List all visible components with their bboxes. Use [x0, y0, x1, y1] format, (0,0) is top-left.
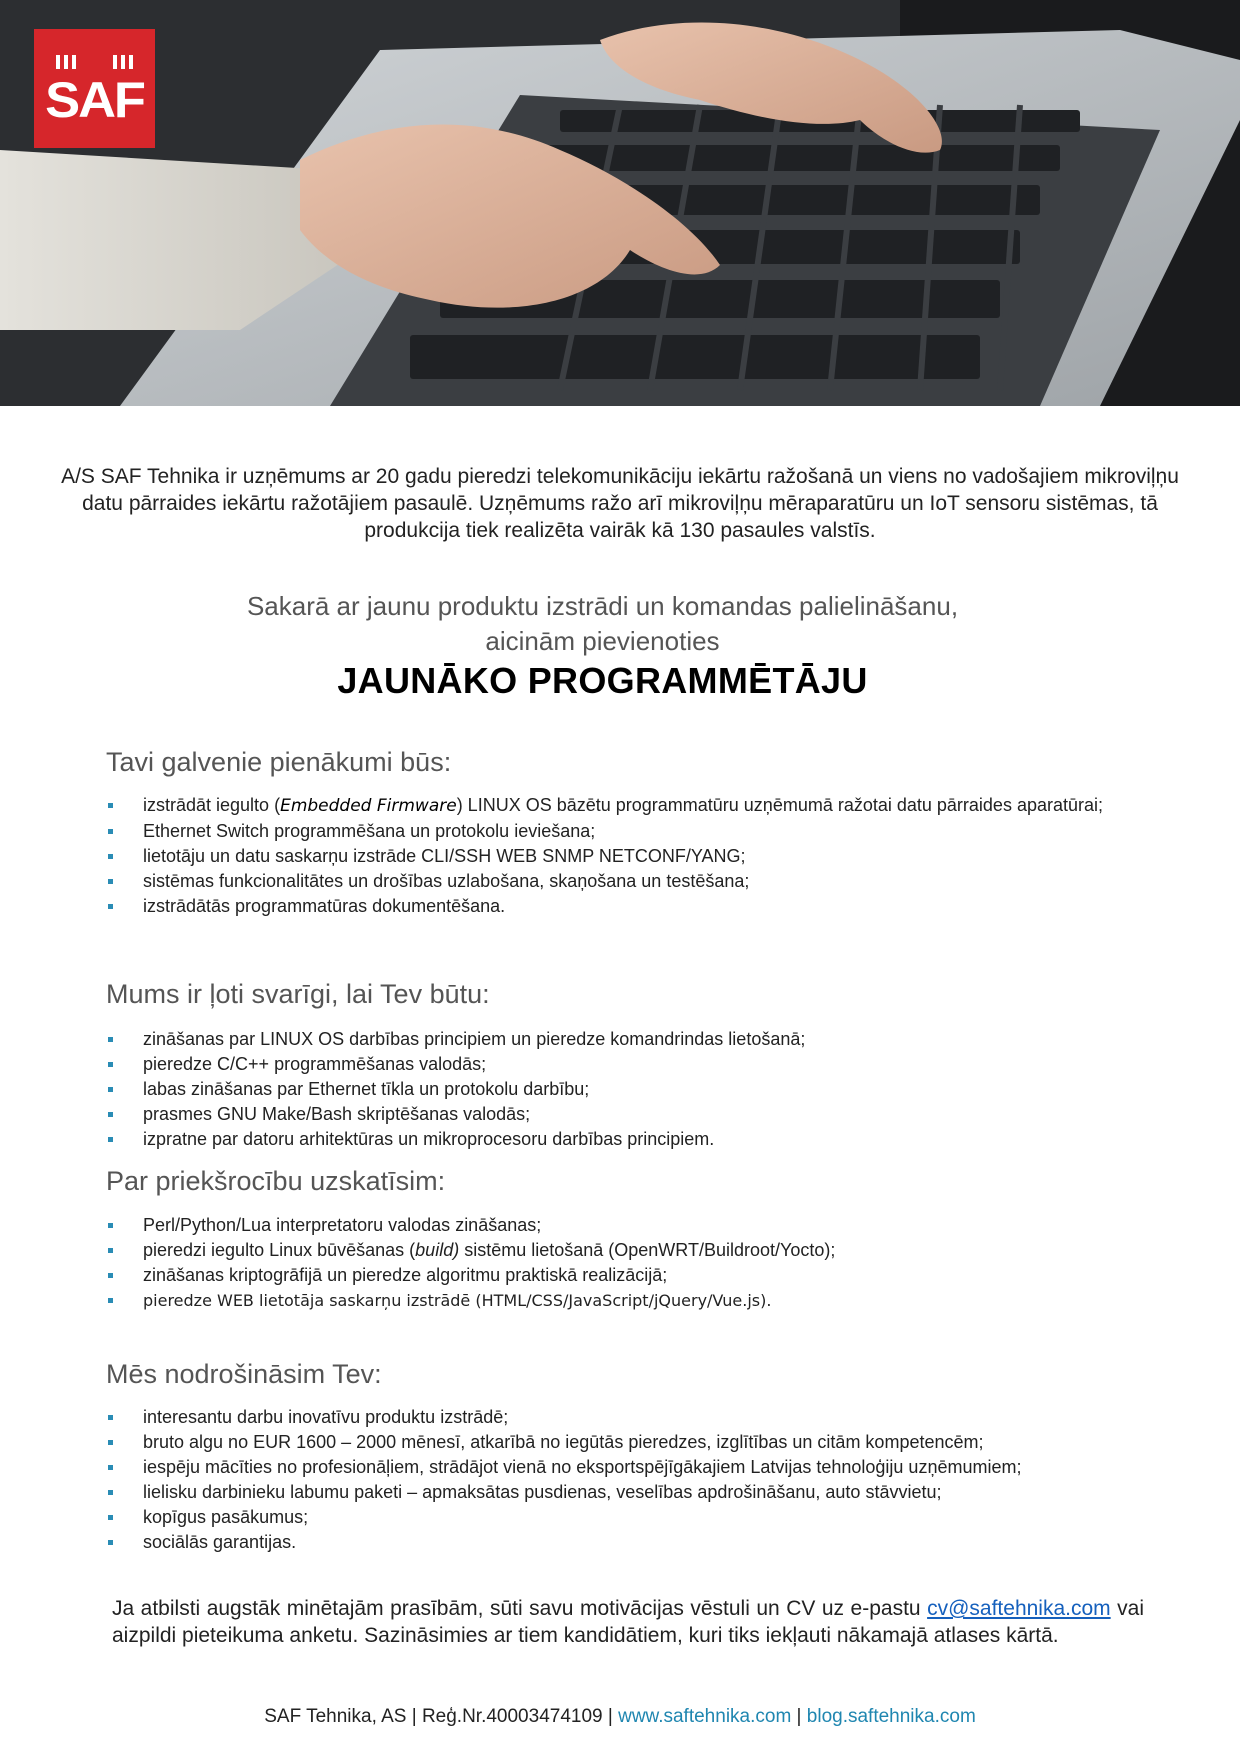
list-item: lietotāju un datu saskarņu izstrāde CLI/SSH WEB SNMP NETCONF/YANG;: [106, 844, 1156, 869]
saf-logo: [34, 29, 155, 148]
list-item: labas zināšanas par Ethernet tīkla un protokolu darbību;: [106, 1077, 1156, 1102]
list-item: izstrādāt iegulto (Embedded Firmware) LINUX OS bāzētu programmatūru uzņēmumā ražotai datu pārraides aparatūrai;: [106, 793, 1156, 819]
laptop-typing-illustration: [0, 0, 1240, 406]
list-item: Ethernet Switch programmēšana un protokolu ieviešana;: [106, 819, 1156, 844]
headline-line-1: Sakarā ar jaunu produktu izstrādi un komandas palielināšanu,: [246, 591, 959, 621]
list-item: interesantu darbu inovatīvu produktu izstrādē;: [106, 1405, 1206, 1430]
list-item: sistēmas funkcionalitātes un drošības uzlabošana, skaņošana un testēšana;: [106, 869, 1156, 894]
list-item: bruto algu no EUR 1600 – 2000 mēnesī, atkarībā no iegūtās pieredzes, izglītības un citām kompetencēm;: [106, 1430, 1206, 1455]
offers-heading: Mēs nodrošināsim Tev:: [106, 1359, 382, 1389]
list-item: pieredzi iegulto Linux būvēšanas (build) sistēmu lietošanā (OpenWRT/Buildroot/Yocto);: [106, 1238, 1156, 1263]
list-item: kopīgus pasākumus;: [106, 1505, 1206, 1530]
footer-company: SAF Tehnika, AS | Reģ.Nr.40003474109 |: [264, 1706, 619, 1727]
blog-link[interactable]: blog.saftehnika.com: [806, 1706, 976, 1727]
website-link[interactable]: www.saftehnika.com: [618, 1706, 792, 1727]
list-item: pieredze WEB lietotāja saskarņu izstrādē (HTML/CSS/JavaScript/jQuery/Vue.js).: [106, 1288, 1156, 1313]
list-item: lielisku darbinieku labumu paketi – apmaksātas pusdienas, veselības apdrošināšanu, auto stāvvietu;: [106, 1480, 1206, 1505]
advantages-heading: Par priekšrocību uzskatīsim:: [106, 1166, 446, 1196]
list-item: Perl/Python/Lua interpretatoru valodas zināšanas;: [106, 1213, 1156, 1238]
list-item: zināšanas kriptogrāfijā un pieredze algoritmu praktiskā realizācijā;: [106, 1263, 1156, 1288]
duties-heading: Tavi galvenie pienākumi būs:: [106, 747, 452, 777]
list-item: izpratne par datoru arhitektūras un mikroprocesoru darbības principiem.: [106, 1127, 1156, 1152]
logo-wordmark: SAF: [45, 72, 144, 128]
list-item: pieredze C/C++ programmēšanas valodās;: [106, 1052, 1156, 1077]
list-item: iespēju mācīties no profesionāļiem, strādājot vienā no eksportspējīgākajiem Latvijas tehnoloģiju uzņēmumiem;: [106, 1455, 1206, 1480]
headline-line-2: aicinām pievienoties: [485, 626, 720, 656]
requirements-heading: Mums ir ļoti svarīgi, lai Tev būtu:: [106, 979, 490, 1009]
duties-list: [106, 793, 1156, 919]
list-item: sociālās garantijas.: [106, 1530, 1206, 1555]
offers-list: [106, 1405, 1206, 1555]
list-item: prasmes GNU Make/Bash skriptēšanas valodās;: [106, 1102, 1156, 1127]
list-item: zināšanas par LINUX OS darbības principiem un pieredze komandrindas lietošanā;: [106, 1027, 1156, 1052]
job-title: JAUNĀKO PROGRAMMĒTĀJU: [337, 660, 868, 701]
footer: [0, 1706, 1240, 1728]
list-item: izstrādātās programmatūras dokumentēšana.: [106, 894, 1156, 919]
company-intro: A/S SAF Tehnika ir uzņēmums ar 20 gadu pieredzi telekomunikāciju iekārtu ražošanā un viens no vadošajiem mikroviļņu datu pārraides iekārtu ražotājiem pasaulē. Uzņēmums ražo arī mikroviļņu mēraparatūru un IoT sensoru sistēmas, tā produkcija tiek realizēta vairāk kā 130 pasaules valstīs.: [61, 465, 1179, 542]
requirements-list: [106, 1027, 1156, 1152]
footer-separator: |: [791, 1706, 807, 1727]
hero-image: [0, 0, 1240, 406]
email-link[interactable]: cv@saftehnika.com: [927, 1597, 1111, 1620]
closing-paragraph: Ja atbilsti augstāk minētajām prasībām, sūti savu motivācijas vēstuli un CV uz e-pastu cv@saftehnika.com vai aizpildi pieteikuma anketu. Sazināsimies ar tiem kandidātiem, kuri tiks iekļauti nākamajā atlases kārtā.: [112, 1597, 1144, 1647]
logo-bars: [56, 55, 133, 69]
advantages-list: [106, 1213, 1156, 1313]
